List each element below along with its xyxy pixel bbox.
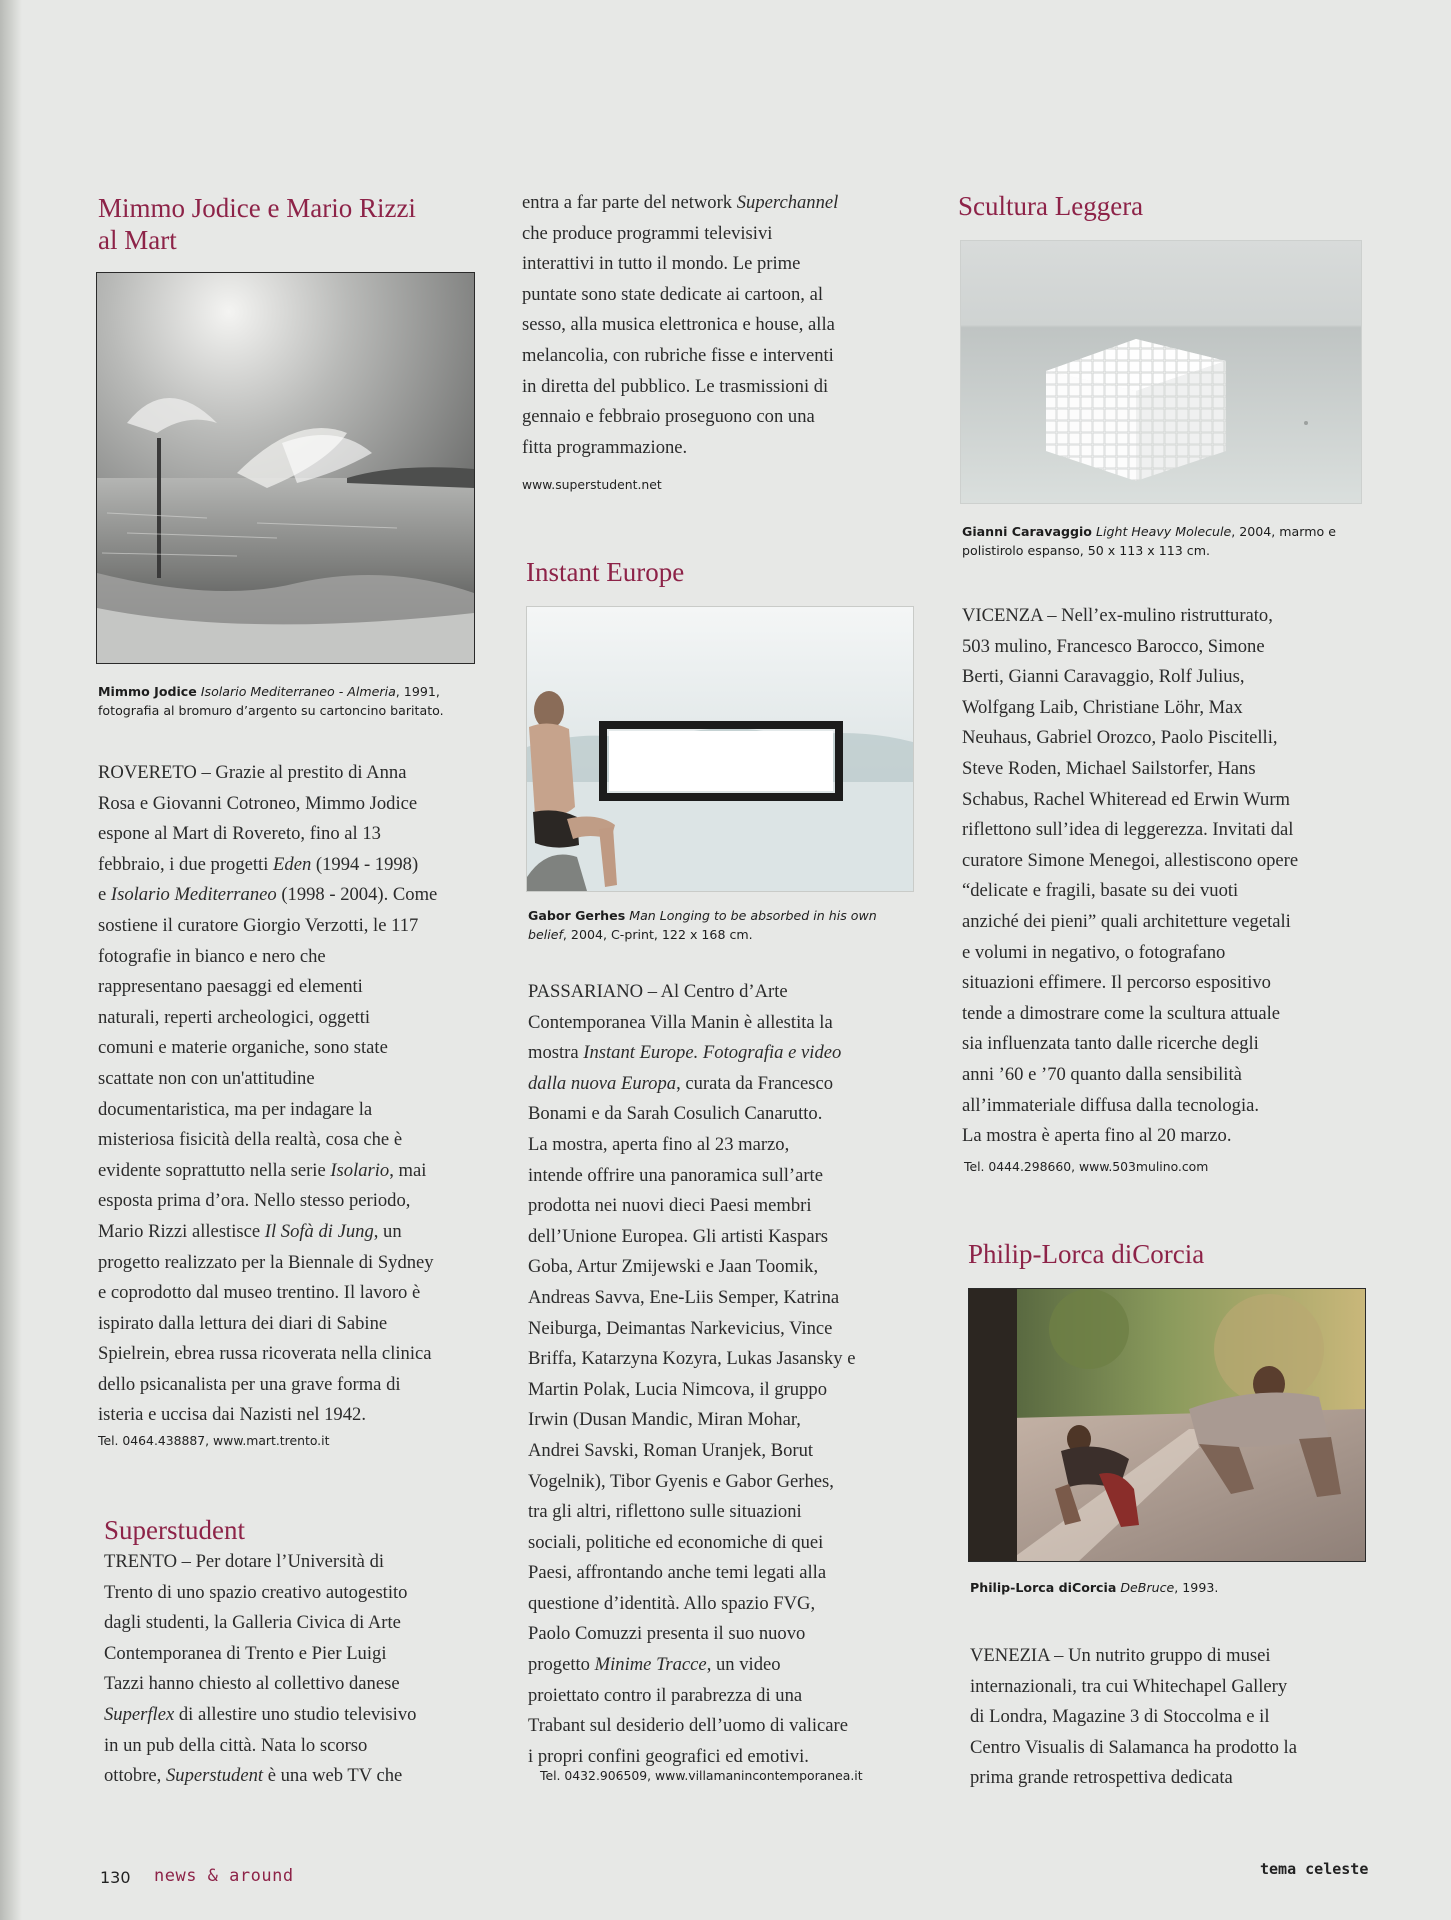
text-span: Trabant sul desiderio dell’uomo di valicare bbox=[528, 1715, 848, 1737]
text-span: curatore Simone Menegoi, allestiscono opere bbox=[962, 849, 1299, 871]
text-span: ispirato dalla lettura dei diari di Sabine bbox=[98, 1312, 388, 1334]
text-span: scattate non con un'attitudine bbox=[98, 1067, 315, 1089]
text-span: in diretta del pubblico. Le trasmissioni di bbox=[522, 375, 829, 397]
text-span: Vogelnik), Tibor Gyenis e Gabor Gerhes, bbox=[528, 1470, 834, 1492]
text-span: fitta programmazione. bbox=[522, 436, 688, 458]
text-line bbox=[104, 1731, 494, 1762]
contact-mart: Tel. 0464.438887, www.mart.trento.it bbox=[98, 1433, 330, 1448]
text-line bbox=[528, 1161, 938, 1192]
italic-title: Instant Europe. Fotografia e video bbox=[583, 1042, 842, 1064]
text-line bbox=[98, 1339, 488, 1370]
text-line bbox=[104, 1761, 494, 1792]
italic-title: Superflex bbox=[104, 1703, 175, 1725]
text-line bbox=[528, 1130, 938, 1161]
text-line bbox=[962, 907, 1372, 938]
text-span: prodotta nei nuovi dieci Paesi membri bbox=[528, 1195, 812, 1217]
text-line bbox=[528, 1283, 938, 1314]
body-text-superstudent-continued bbox=[522, 188, 922, 463]
text-span: Mario Rizzi allestisce bbox=[98, 1220, 265, 1242]
text-line bbox=[528, 1619, 938, 1650]
text-span: situazioni effimere. Il percorso espositivo bbox=[962, 972, 1271, 994]
text-span: questione d’identità. Allo spazio FVG, bbox=[528, 1592, 816, 1614]
text-span: tende a dimostrare come la scultura attuale bbox=[962, 1002, 1281, 1024]
text-line bbox=[98, 789, 488, 820]
text-span: e volumi in negativo, o fotografano bbox=[962, 941, 1226, 963]
text-span: Centro Visualis di Salamanca ha prodotto la bbox=[970, 1736, 1297, 1758]
text-span: Andrei Savski, Roman Uranjek, Borut bbox=[528, 1439, 814, 1461]
text-span: dell’Unione Europea. Gli artisti Kaspars bbox=[528, 1225, 828, 1247]
text-line bbox=[528, 1314, 938, 1345]
text-line bbox=[522, 249, 922, 280]
text-span: anni ’60 e ’70 quanto dalla sensibilità bbox=[962, 1063, 1242, 1085]
text-line bbox=[98, 850, 488, 881]
text-span: dagli studenti, la Galleria Civica di Arte bbox=[104, 1612, 401, 1634]
text-span: 503 mulino, Francesco Barocco, Simone bbox=[962, 635, 1265, 657]
text-span: di allestire uno studio televisivo bbox=[174, 1703, 417, 1725]
headline-scultura-leggera: Scultura Leggera bbox=[958, 191, 1144, 221]
text-line bbox=[98, 1186, 488, 1217]
text-span: Contemporanea Villa Manin è allestita la bbox=[528, 1011, 833, 1033]
text-line bbox=[528, 1650, 938, 1681]
text-line bbox=[98, 1217, 488, 1248]
text-span: Paolo Comuzzi presenta il suo nuovo bbox=[528, 1623, 806, 1645]
italic-title: Minime Tracce bbox=[594, 1654, 707, 1676]
text-line bbox=[522, 402, 922, 433]
text-span: ROVERETO – Grazie al prestito di Anna bbox=[98, 762, 407, 783]
text-span: sia influenzata tanto dalle ricerche degli bbox=[962, 1033, 1259, 1055]
body-text-scultura-leggera bbox=[962, 601, 1372, 1152]
italic-title: Il Sofà di Jung bbox=[264, 1220, 374, 1242]
text-line bbox=[962, 846, 1372, 877]
text-line bbox=[528, 1589, 938, 1620]
text-span: interattivi in tutto il mondo. Le prime bbox=[522, 253, 801, 275]
text-line bbox=[528, 1528, 938, 1559]
text-span: Andreas Savva, Ene-Liis Semper, Katrina bbox=[528, 1286, 840, 1308]
text-span: (1998 - 2004). Come bbox=[276, 884, 438, 906]
text-span: proiettato contro il parabrezza di una bbox=[528, 1684, 803, 1706]
text-line bbox=[98, 1095, 488, 1126]
text-span: all’immateriale diffusa dalla tecnologia. bbox=[962, 1094, 1260, 1116]
text-span: , curata da Francesco bbox=[676, 1072, 833, 1094]
text-span: VENEZIA – Un nutrito gruppo di musei bbox=[970, 1645, 1271, 1666]
photo-light-heavy-molecule bbox=[960, 240, 1362, 504]
text-span: melancolia, con rubriche fisse e interventi bbox=[522, 344, 834, 366]
text-span: internazionali, tra cui Whitechapel Gallery bbox=[970, 1675, 1288, 1697]
text-span: Spielrein, ebrea russa ricoverata nella clinica bbox=[98, 1343, 432, 1365]
body-text-superstudent bbox=[104, 1547, 494, 1792]
text-span: che produce programmi televisivi bbox=[522, 222, 773, 244]
text-line bbox=[528, 1405, 938, 1436]
text-line bbox=[970, 1702, 1380, 1733]
text-line bbox=[962, 662, 1372, 693]
text-span: e bbox=[98, 884, 111, 906]
text-span: Goba, Artur Zmijewski e Jaan Toomik, bbox=[528, 1256, 819, 1278]
text-span: Paesi, affrontando anche temi legati alla bbox=[528, 1562, 827, 1584]
text-line bbox=[962, 1029, 1372, 1060]
headline-jodice-rizzi: Mimmo Jodice e Mario Rizzi al Mart bbox=[98, 193, 416, 255]
text-span: Schabus, Rachel Whiteread ed Erwin Wurm bbox=[962, 788, 1290, 810]
text-span: TRENTO – Per dotare l’Università di bbox=[104, 1551, 385, 1572]
text-line bbox=[528, 977, 938, 1008]
caption-dicorcia: Philip-Lorca diCorcia DeBruce, 1993. bbox=[970, 1580, 1219, 1595]
text-line bbox=[528, 1711, 938, 1742]
text-span: intende offrire una panoramica sull’arte bbox=[528, 1164, 823, 1186]
text-line bbox=[528, 1467, 938, 1498]
text-line bbox=[528, 1252, 938, 1283]
text-span: progetto realizzato per la Biennale di Sydney bbox=[98, 1251, 434, 1273]
text-line bbox=[528, 1344, 938, 1375]
italic-title: Superstudent bbox=[165, 1765, 264, 1787]
italic-title: Isolario Mediterraneo bbox=[110, 884, 277, 906]
magazine-name: tema celeste bbox=[1260, 1860, 1369, 1878]
text-span: puntate sono state dedicate ai cartoon, al bbox=[522, 283, 823, 305]
text-line bbox=[98, 942, 488, 973]
text-span: di Londra, Magazine 3 di Stoccolma e il bbox=[970, 1706, 1270, 1728]
text-line bbox=[522, 372, 922, 403]
headline-superstudent: Superstudent bbox=[104, 1515, 245, 1545]
text-span: gennaio e febbraio proseguono con una bbox=[522, 406, 815, 428]
text-span: sesso, alla musica elettronica e house, alla bbox=[522, 314, 835, 336]
text-line bbox=[528, 1191, 938, 1222]
text-span: documentaristica, ma per indagare la bbox=[98, 1098, 373, 1120]
text-span: tra gli altri, riflettono sulle situazioni bbox=[528, 1501, 802, 1523]
contact-villa-manin: Tel. 0432.906509, www.villamanincontemporanea.it bbox=[540, 1768, 863, 1783]
italic-title: Superchannel bbox=[736, 192, 839, 213]
text-line bbox=[98, 758, 488, 789]
text-span: Tazzi hanno chiesto al collettivo danese bbox=[104, 1673, 400, 1695]
text-line bbox=[528, 1099, 938, 1130]
text-line bbox=[962, 693, 1372, 724]
text-line bbox=[98, 1033, 488, 1064]
photo-debruce bbox=[968, 1288, 1366, 1562]
text-line bbox=[104, 1700, 494, 1731]
text-span: Irwin (Dusan Mandic, Miran Mohar, bbox=[528, 1409, 801, 1431]
text-span: , un video bbox=[706, 1654, 781, 1676]
text-line bbox=[98, 911, 488, 942]
text-span: in un pub della città. Nata lo scorso bbox=[104, 1734, 368, 1756]
text-line bbox=[962, 754, 1372, 785]
text-line bbox=[962, 723, 1372, 754]
italic-title: Eden bbox=[273, 853, 312, 875]
text-span: Neuhaus, Gabriel Orozco, Paolo Piscitelli, bbox=[962, 727, 1278, 749]
text-line bbox=[962, 968, 1372, 999]
text-line bbox=[962, 938, 1372, 969]
text-line bbox=[98, 1156, 488, 1187]
text-span: comuni e materie organiche, sono state bbox=[98, 1037, 388, 1059]
text-line bbox=[528, 1497, 938, 1528]
caption-jodice: Mimmo Jodice Isolario Mediterraneo - Almeria, 1991, fotografia al bromuro d’argento su cartoncino baritato. bbox=[98, 684, 444, 718]
text-span: mostra bbox=[528, 1042, 584, 1064]
text-line bbox=[962, 1121, 1372, 1152]
body-text-instant-europe bbox=[528, 977, 938, 1772]
text-span: anziché dei pieni” quali architetture vegetali bbox=[962, 910, 1291, 932]
text-span: entra a far parte del network bbox=[522, 192, 737, 213]
text-span: ottobre, bbox=[104, 1765, 166, 1787]
text-line bbox=[970, 1672, 1380, 1703]
text-span: VICENZA – Nell’ex-mulino ristrutturato, bbox=[962, 605, 1273, 626]
text-line bbox=[104, 1639, 494, 1670]
text-line bbox=[962, 1060, 1372, 1091]
text-span: febbraio, i due progetti bbox=[98, 853, 274, 875]
photo-debruce-graphic bbox=[969, 1289, 1365, 1561]
text-line bbox=[522, 341, 922, 372]
text-span: Contemporanea di Trento e Pier Luigi bbox=[104, 1642, 387, 1664]
text-span: Neiburga, Deimantas Narkevicius, Vince bbox=[528, 1317, 833, 1339]
page-number: 130 bbox=[100, 1868, 131, 1887]
text-span: è una web TV che bbox=[263, 1765, 403, 1787]
photo-man-longing bbox=[526, 606, 914, 892]
text-line bbox=[528, 1222, 938, 1253]
photo-molecule-graphic bbox=[961, 241, 1361, 503]
text-line bbox=[98, 1400, 488, 1431]
text-line bbox=[522, 219, 922, 250]
text-line bbox=[98, 1003, 488, 1034]
text-span: Rosa e Giovanni Cotroneo, Mimmo Jodice bbox=[98, 792, 418, 814]
caption-caravaggio: Gianni Caravaggio Light Heavy Molecule, 2004, marmo e polistirolo espanso, 50 x 113 x 113 cm. bbox=[962, 524, 1336, 558]
text-span: , un bbox=[373, 1220, 402, 1242]
text-line bbox=[528, 1375, 938, 1406]
text-line bbox=[98, 1278, 488, 1309]
text-span: rappresentano paesaggi ed elementi bbox=[98, 976, 363, 998]
text-span: Berti, Gianni Caravaggio, Rolf Julius, bbox=[962, 666, 1245, 688]
photo-isolario-graphic bbox=[97, 273, 474, 663]
text-span: prima grande retrospettiva dedicata bbox=[970, 1767, 1233, 1789]
text-span: La mostra, aperta fino al 23 marzo, bbox=[528, 1133, 790, 1155]
body-text-jodice bbox=[98, 758, 488, 1431]
text-span: Martin Polak, Lucia Nimcova, il gruppo bbox=[528, 1378, 827, 1400]
text-line bbox=[528, 1436, 938, 1467]
text-span: i propri confini geografici ed emotivi. bbox=[528, 1745, 809, 1767]
text-line bbox=[522, 310, 922, 341]
text-line bbox=[528, 1558, 938, 1589]
text-span: Bonami e da Sarah Cosulich Canarutto. bbox=[528, 1103, 823, 1125]
text-span: “delicate e fragili, basate su dei vuoti bbox=[962, 880, 1239, 902]
photo-man-longing-graphic bbox=[527, 607, 913, 891]
text-line bbox=[528, 1008, 938, 1039]
text-span: isteria e uccisa dai Nazisti nel 1942. bbox=[98, 1404, 366, 1426]
text-span: , mai bbox=[389, 1159, 427, 1181]
text-line bbox=[962, 601, 1372, 632]
text-span: sociali, politiche ed economiche di quei bbox=[528, 1531, 824, 1553]
body-text-dicorcia bbox=[970, 1641, 1380, 1794]
text-span: La mostra è aperta fino al 20 marzo. bbox=[962, 1125, 1232, 1147]
headline-dicorcia: Philip-Lorca diCorcia bbox=[968, 1239, 1205, 1269]
text-span: misteriosa fisicità della realtà, cosa che è bbox=[98, 1129, 403, 1151]
text-span: sostiene il curatore Giorgio Verzotti, le 117 bbox=[98, 914, 419, 936]
text-span: dello psicanalista per una grave forma di bbox=[98, 1373, 401, 1395]
text-span: PASSARIANO – Al Centro d’Arte bbox=[528, 981, 788, 1002]
text-span: esposta prima d’ora. Nello stesso periodo, bbox=[98, 1190, 411, 1212]
italic-title: Isolario bbox=[330, 1159, 390, 1181]
text-line bbox=[962, 1091, 1372, 1122]
text-line bbox=[962, 876, 1372, 907]
contact-superstudent: www.superstudent.net bbox=[522, 477, 662, 492]
text-line bbox=[962, 815, 1372, 846]
text-span: evidente soprattutto nella serie bbox=[98, 1159, 331, 1181]
text-span: Steve Roden, Michael Sailstorfer, Hans bbox=[962, 757, 1256, 779]
text-line bbox=[104, 1578, 494, 1609]
text-line bbox=[528, 1038, 938, 1069]
text-line bbox=[522, 188, 922, 219]
text-line bbox=[98, 880, 488, 911]
text-line bbox=[98, 1125, 488, 1156]
text-span: Wolfgang Laib, Christiane Löhr, Max bbox=[962, 696, 1243, 718]
text-line bbox=[962, 999, 1372, 1030]
text-line bbox=[98, 972, 488, 1003]
text-span: Briffa, Katarzyna Kozyra, Lukas Jasansky e bbox=[528, 1348, 856, 1370]
text-span: progetto bbox=[528, 1654, 595, 1676]
text-span: Trento di uno spazio creativo autogestito bbox=[104, 1581, 408, 1603]
text-line bbox=[528, 1681, 938, 1712]
caption-gerhes: Gabor Gerhes Man Longing to be absorbed in his own belief, 2004, C-print, 122 x 168 cm. bbox=[528, 908, 877, 942]
text-span: naturali, reperti archeologici, oggetti bbox=[98, 1006, 371, 1028]
text-line bbox=[522, 433, 922, 464]
text-line bbox=[98, 819, 488, 850]
text-line bbox=[970, 1763, 1380, 1794]
text-span: (1994 - 1998) bbox=[311, 853, 419, 875]
text-line bbox=[104, 1547, 494, 1578]
text-span: espone al Mart di Rovereto, fino al 13 bbox=[98, 823, 381, 845]
text-line bbox=[970, 1641, 1380, 1672]
headline-instant-europe: Instant Europe bbox=[526, 557, 685, 587]
text-line bbox=[104, 1608, 494, 1639]
text-span: riflettono sull’idea di leggerezza. Invitati dal bbox=[962, 819, 1294, 841]
text-line bbox=[98, 1248, 488, 1279]
page-spine-shadow bbox=[0, 0, 22, 1920]
contact-503-mulino: Tel. 0444.298660, www.503mulino.com bbox=[964, 1159, 1209, 1174]
text-line bbox=[98, 1370, 488, 1401]
text-line bbox=[522, 280, 922, 311]
text-line bbox=[104, 1669, 494, 1700]
text-line bbox=[962, 785, 1372, 816]
text-span: fotografie in bianco e nero che bbox=[98, 945, 326, 967]
photo-isolario-mediterraneo bbox=[96, 272, 475, 664]
italic-title: dalla nuova Europa bbox=[528, 1072, 677, 1094]
section-name: news & around bbox=[154, 1866, 294, 1886]
text-line bbox=[98, 1064, 488, 1095]
text-line bbox=[962, 632, 1372, 663]
text-line bbox=[970, 1733, 1380, 1764]
text-line bbox=[98, 1309, 488, 1340]
text-span: e coprodotto dal museo trentino. Il lavoro è bbox=[98, 1282, 421, 1304]
text-line bbox=[528, 1069, 938, 1100]
